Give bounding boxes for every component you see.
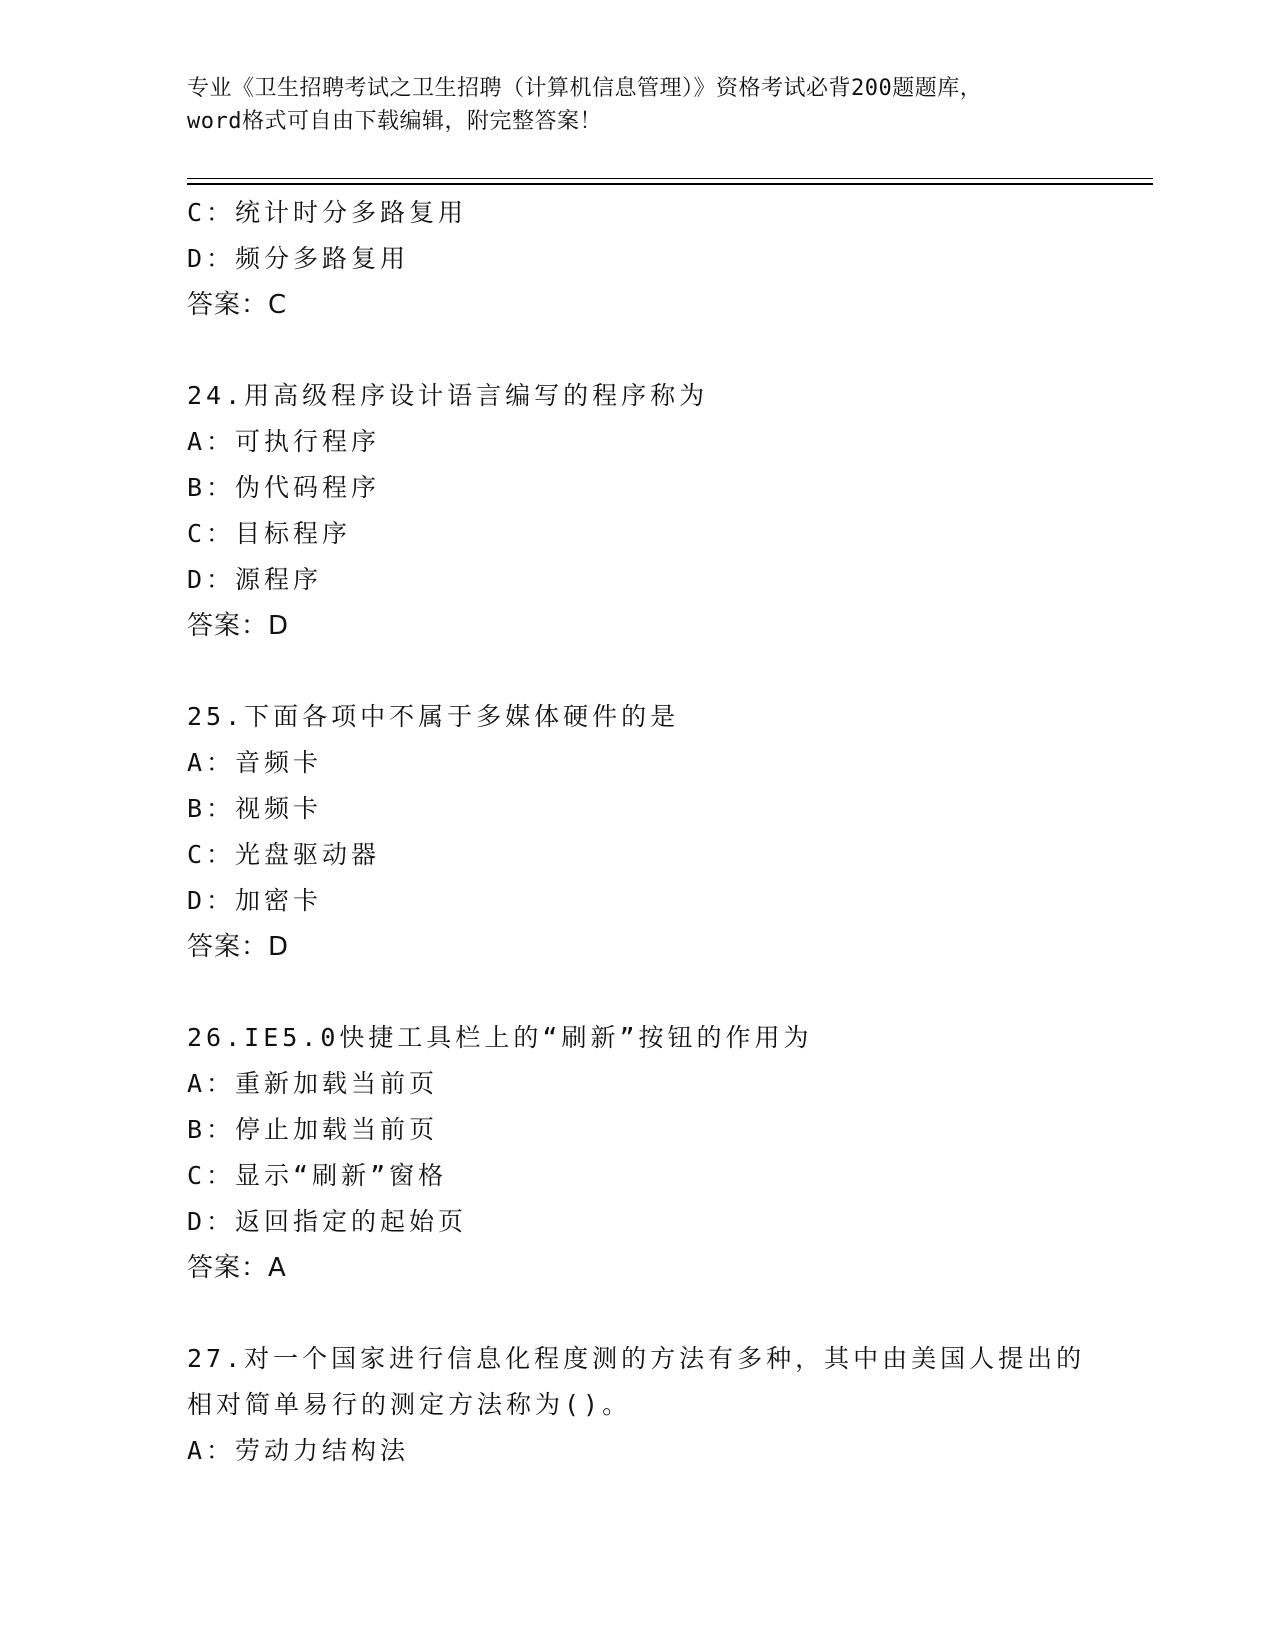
answer-line: 答案：D (187, 611, 290, 641)
option-c: C：统计时分多路复用 (187, 198, 468, 227)
option-a: A：可执行程序 (187, 427, 381, 456)
answer-line: 答案：C (187, 290, 288, 320)
question-stem-line-2: 相对简单易行的测定方法称为()。 (187, 1390, 632, 1419)
option-a: A：音频卡 (187, 748, 323, 777)
question-block-24 (187, 373, 1087, 649)
option-d: D：加密卡 (187, 886, 323, 915)
question-block-carryover (187, 190, 1087, 328)
header-divider-thin (187, 178, 1153, 179)
option-d: D：频分多路复用 (187, 244, 410, 273)
header-divider-thick (187, 183, 1153, 185)
option-c: C：目标程序 (187, 519, 352, 548)
spacer (187, 970, 1087, 1015)
spacer (187, 649, 1087, 694)
question-stem-line-1: 27.对一个国家进行信息化程度测的方法有多种，其中由美国人提出的 (187, 1344, 1086, 1373)
option-c: C：光盘驱动器 (187, 840, 381, 869)
header-title-line-2: word格式可自由下载编辑，附完整答案！ (187, 109, 602, 134)
question-block-25 (187, 694, 1087, 970)
question-block-27 (187, 1336, 1087, 1474)
option-c: C：显示“刷新”窗格 (187, 1161, 448, 1190)
spacer (187, 328, 1087, 373)
question-stem: 24.用高级程序设计语言编写的程序称为 (187, 381, 709, 410)
option-b: B：视频卡 (187, 794, 323, 823)
question-stem: 25.下面各项中不属于多媒体硬件的是 (187, 702, 680, 731)
option-b: B：停止加载当前页 (187, 1115, 439, 1144)
answer-line: 答案：D (187, 932, 290, 962)
question-stem: 26.IE5.0快捷工具栏上的“刷新”按钮的作用为 (187, 1023, 813, 1052)
document-header (187, 72, 1087, 138)
header-title-line-1: 专业《卫生招聘考试之卫生招聘（计算机信息管理）》资格考试必背200题题库， (187, 76, 983, 101)
option-d: D：源程序 (187, 565, 323, 594)
question-list (187, 190, 1087, 1474)
option-b: B：伪代码程序 (187, 473, 381, 502)
answer-line: 答案：A (187, 1253, 287, 1283)
option-a: A：劳动力结构法 (187, 1436, 410, 1465)
option-d: D：返回指定的起始页 (187, 1207, 468, 1236)
question-block-26 (187, 1015, 1087, 1291)
option-a: A：重新加载当前页 (187, 1069, 439, 1098)
spacer (187, 1291, 1087, 1336)
